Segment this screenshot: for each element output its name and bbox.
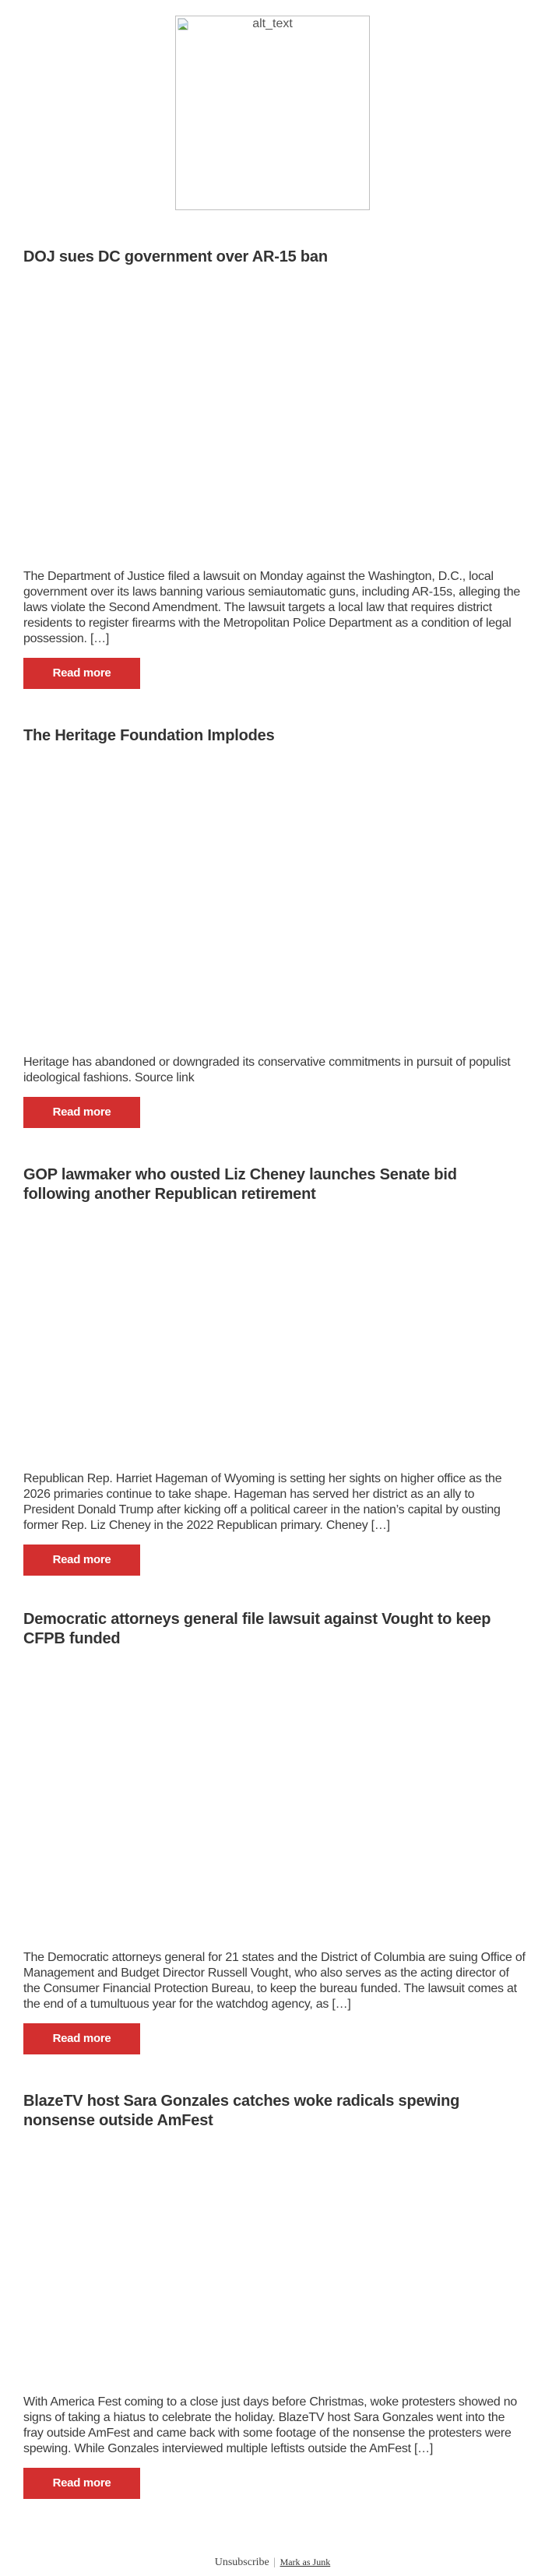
article (23, 2092, 526, 2499)
broken-image-icon (178, 18, 188, 30)
article-title: Democratic attorneys general file lawsuit against Vought to keep CFPB funded (23, 1611, 491, 1647)
read-more-button[interactable]: Read more (23, 658, 140, 689)
article (23, 1165, 526, 1576)
footer (0, 2557, 545, 2569)
article-list (23, 248, 526, 2536)
article-title: GOP lawmaker who ousted Liz Cheney launches Senate bid following another Republican retirement (23, 1166, 457, 1203)
article-image (23, 1204, 526, 1471)
article (23, 248, 526, 689)
mark-as-junk-link[interactable]: Mark as Junk (280, 2557, 331, 2567)
read-more-button[interactable]: Read more (23, 1097, 140, 1128)
article-title: DOJ sues DC government over AR-15 ban (23, 248, 328, 265)
unsubscribe-link[interactable]: Unsubscribe (214, 2557, 269, 2568)
article-image (23, 746, 526, 1055)
article-image (23, 267, 526, 569)
article (23, 726, 526, 1128)
article-excerpt: Republican Rep. Harriet Hageman of Wyoming is setting her sights on higher office as the 2026 primaries continue to take shape. Hageman has served her district as an ally to President Donald Trump after kicking off a political career in the nation’s capital by ousting former Rep. Liz Cheney in the 2022 Republican primary. Cheney […] (23, 1472, 502, 1532)
article-excerpt: The Department of Justice filed a lawsuit on Monday against the Washington, D.C., local government over its laws banning various semiautomatic guns, including AR-15s, alleging the laws violate the Second Amendment. The lawsuit targets a local law that requires district residents to register firearms with the Metropolitan Police Department as a condition of legal possession. […] (23, 570, 521, 645)
article (23, 1610, 526, 2054)
article-excerpt: The Democratic attorneys general for 21 states and the District of Columbia are suing Office of Management and Budget Director Russell Vought, who also serves as the acting director of the Consumer Financial Protection Bureau, to keep the bureau funded. The lawsuit comes at the end of a tumultuous year for the watchdog agency, as […] (23, 1951, 526, 2011)
article-title: BlazeTV host Sara Gonzales catches woke radicals spewing nonsense outside AmFest (23, 2093, 460, 2129)
read-more-button[interactable]: Read more (23, 2023, 140, 2054)
article-image (23, 1649, 526, 1950)
article-image (23, 2131, 526, 2395)
logo-image (175, 16, 370, 210)
read-more-button[interactable]: Read more (23, 2468, 140, 2499)
footer-separator: | (273, 2557, 276, 2568)
article-title: The Heritage Foundation Implodes (23, 727, 275, 744)
read-more-button[interactable]: Read more (23, 1545, 140, 1576)
logo-alt-text: alt_text (252, 17, 293, 30)
article-excerpt: Heritage has abandoned or downgraded its conservative commitments in pursuit of populist ideological fashions. Source link (23, 1056, 511, 1084)
article-excerpt: With America Fest coming to a close just days before Christmas, woke protesters showed no signs of taking a hiatus to celebrate the holiday. BlazeTV host Sara Gonzales went into the fray outside AmFest and came back with some footage of the nonsense the protesters were spewing. While Gonzales interviewed multiple leftists outside the AmFest […] (23, 2395, 518, 2455)
